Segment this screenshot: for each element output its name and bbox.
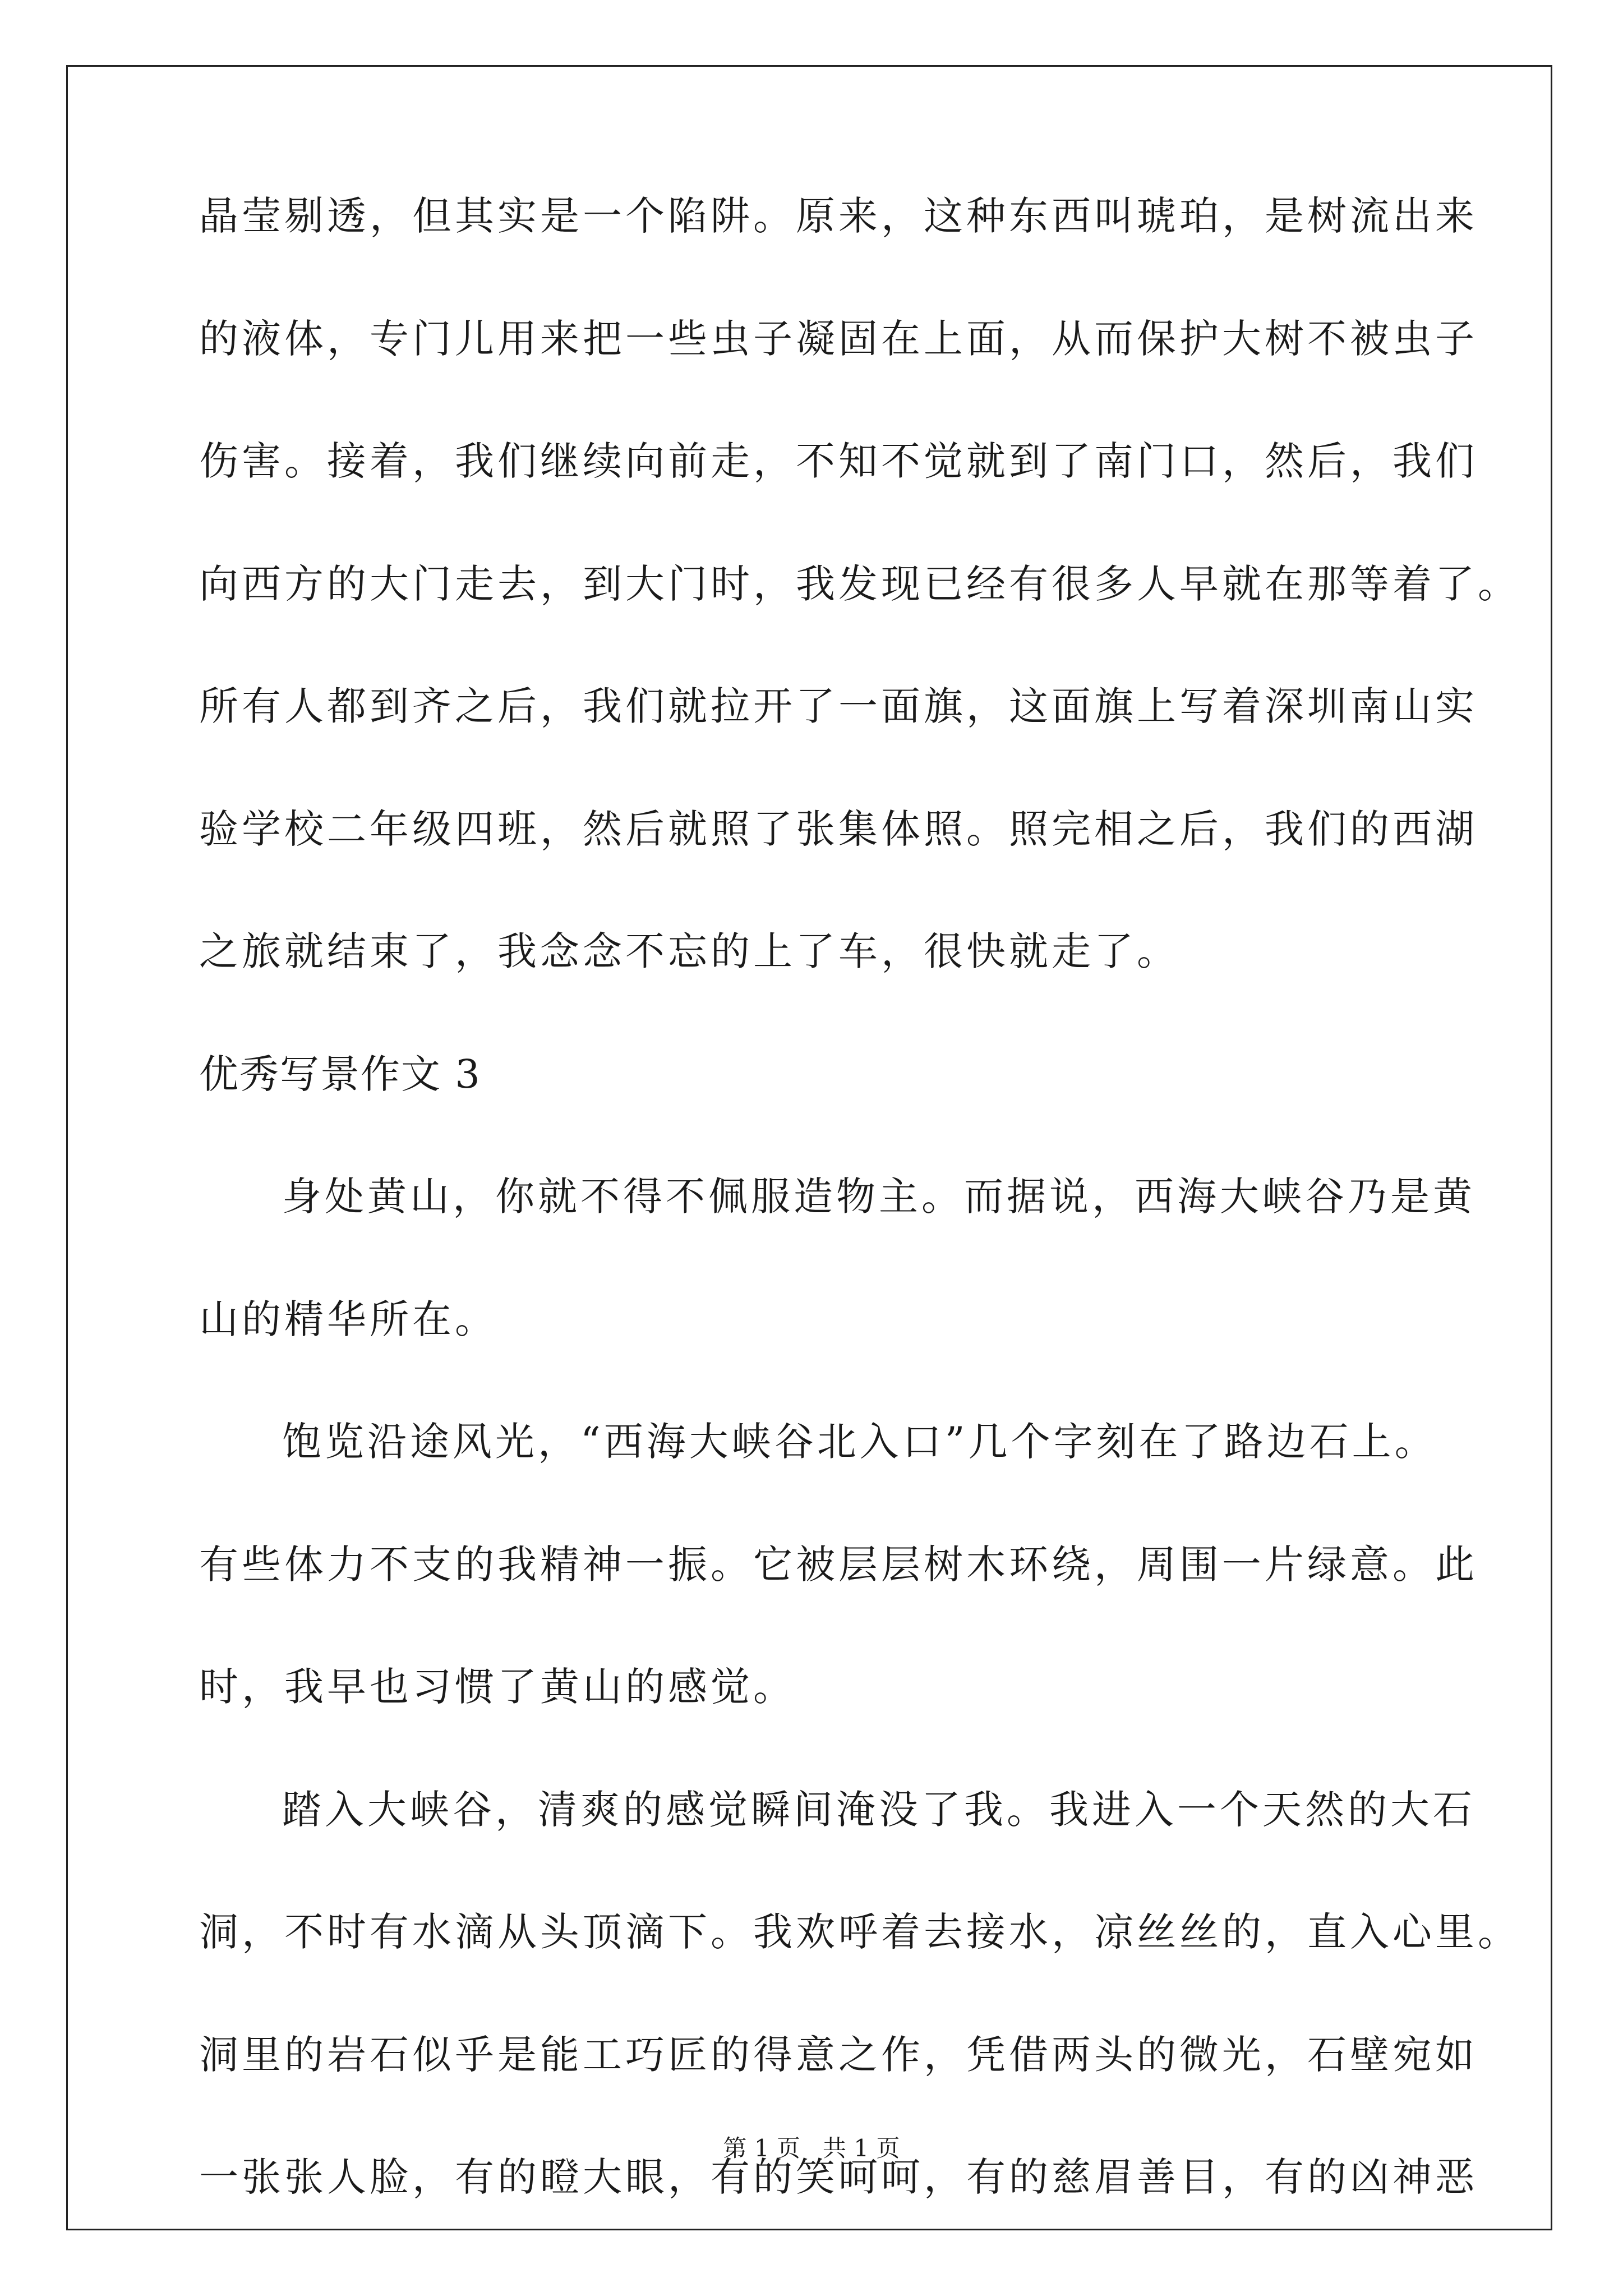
text-line: 有些体力不支的我精神一振。它被层层树木环绕，周围一片绿意。此 <box>199 1541 1478 1588</box>
text-line: 时，我早也习惯了黄山的感觉。 <box>199 1664 796 1710</box>
text-line: 伤害。接着，我们继续向前走，不知不觉就到了南门口，然后，我们 <box>199 438 1478 484</box>
text-line: 洞，不时有水滴从头顶滴下。我欢呼着去接水，凉丝丝的，直入心里。 <box>199 1909 1520 1955</box>
text-line: 之旅就结束了，我念念不忘的上了车，很快就走了。 <box>199 928 1179 974</box>
section-title: 优秀写景作文 3 <box>199 1051 481 1097</box>
text-line: 的液体，专门儿用来把一些虫子凝固在上面，从而保护大树不被虫子 <box>199 315 1478 362</box>
page-number-footer: 第 1 页 共 1 页 <box>723 2134 900 2162</box>
text-line: 一张张人脸，有的瞪大眼，有的笑呵呵，有的慈眉善目，有的凶神恶 <box>199 2154 1478 2200</box>
text-line: 洞里的岩石似乎是能工巧匠的得意之作，凭借两头的微光，石壁宛如 <box>199 2031 1478 2078</box>
text-line: 饱览沿途风光，“西海大峡谷北入口”几个字刻在了路边石上。 <box>282 1419 1437 1465</box>
text-line: 所有人都到齐之后，我们就拉开了一面旗，这面旗上写着深圳南山实 <box>199 683 1478 729</box>
paragraph <box>199 1174 1476 1342</box>
text-line: 晶莹剔透，但其实是一个陷阱。原来，这种东西叫琥珀，是树流出来 <box>199 193 1478 239</box>
text-line: 向西方的大门走去，到大门时，我发现已经有很多人早就在那等着了。 <box>199 560 1520 607</box>
text-line: 山的精华所在。 <box>199 1296 497 1342</box>
text-line: 踏入大峡谷，清爽的感觉瞬间淹没了我。我进入一个天然的大石 <box>282 1786 1476 1833</box>
document-body <box>199 193 1520 2280</box>
text-line: 验学校二年级四班，然后就照了张集体照。照完相之后，我们的西湖 <box>199 806 1478 852</box>
paragraph <box>199 193 1520 974</box>
paragraph <box>199 1419 1478 1710</box>
text-line: 身处黄山，你就不得不佩服造物主。而据说，西海大峡谷乃是黄 <box>282 1174 1476 1220</box>
